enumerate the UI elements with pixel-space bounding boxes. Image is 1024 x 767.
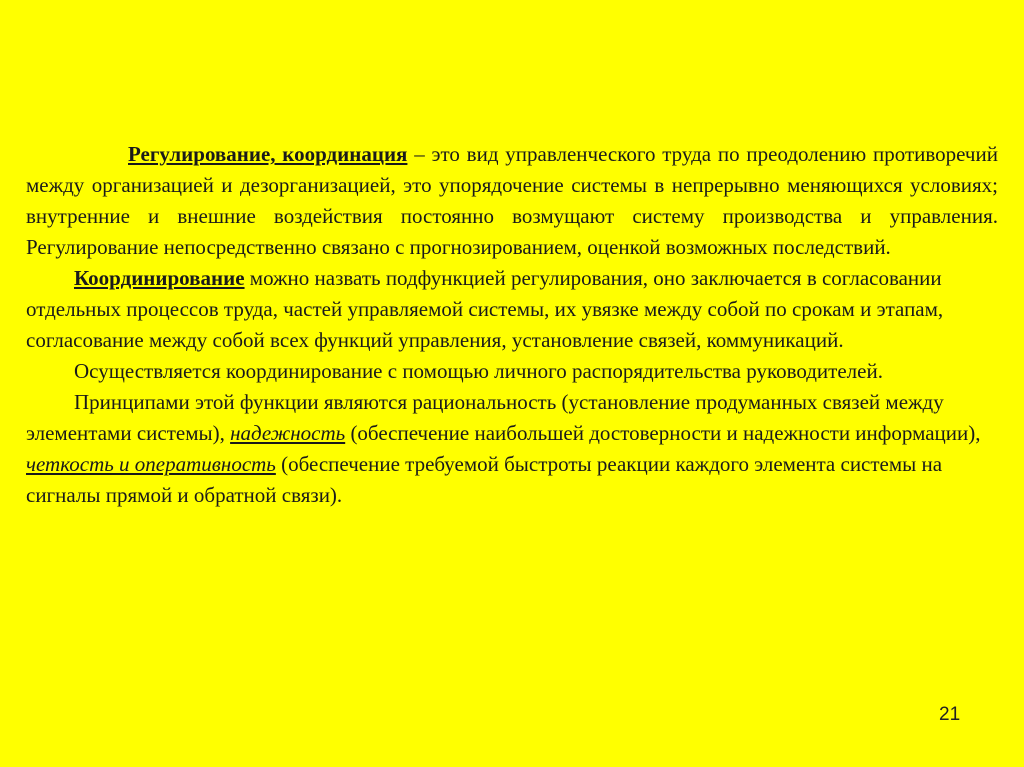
paragraph-principles bbox=[26, 387, 998, 511]
term-clarity-efficiency: четкость и оперативность bbox=[26, 452, 276, 476]
paragraph-principles-text-c: (обеспечение требуемой быстроты реакции каждого элемента системы на сигналы прямой и обратной связи). bbox=[26, 452, 943, 507]
paragraph-regulation bbox=[26, 139, 998, 263]
term-reliability: надежность bbox=[230, 421, 346, 445]
paragraph-implementation bbox=[26, 356, 998, 387]
paragraph-coordination bbox=[26, 263, 998, 356]
paragraph-coordination-text: можно назвать подфункцией регулирования, оно заключается в согласовании отдельных процессов труда, частей управляемой системы, их увязке между собой по срокам и этапам, согласование между собой всех функций управления, установление связей, коммуникаций. bbox=[26, 266, 944, 352]
term-coordination: Координирование bbox=[74, 266, 245, 290]
page-number: 21 bbox=[939, 704, 961, 725]
paragraph-implementation-text: Осуществляется координирование с помощью личного распорядительства руководителей. bbox=[74, 359, 883, 383]
paragraph-principles-text-a: Принципами этой функции являются рациональность (установление продуманных связей между элементами системы), bbox=[26, 390, 944, 445]
term-regulation-coordination: Регулирование, координация bbox=[128, 142, 408, 166]
slide-body bbox=[26, 139, 998, 511]
paragraph-principles-text-b: (обеспечение наибольшей достоверности и надежности информации), bbox=[345, 421, 981, 445]
paragraph-regulation-text: – это вид управленческого труда по преодолению противоречий между организацией и дезорганизацией, это упорядочение системы в непрерывно меняющихся условиях; внутренние и внешние воздействия постоянно возмущают систему производства и управления. Регулирование непосредственно связано с прогнозированием, оценкой возможных последствий. bbox=[26, 142, 998, 259]
